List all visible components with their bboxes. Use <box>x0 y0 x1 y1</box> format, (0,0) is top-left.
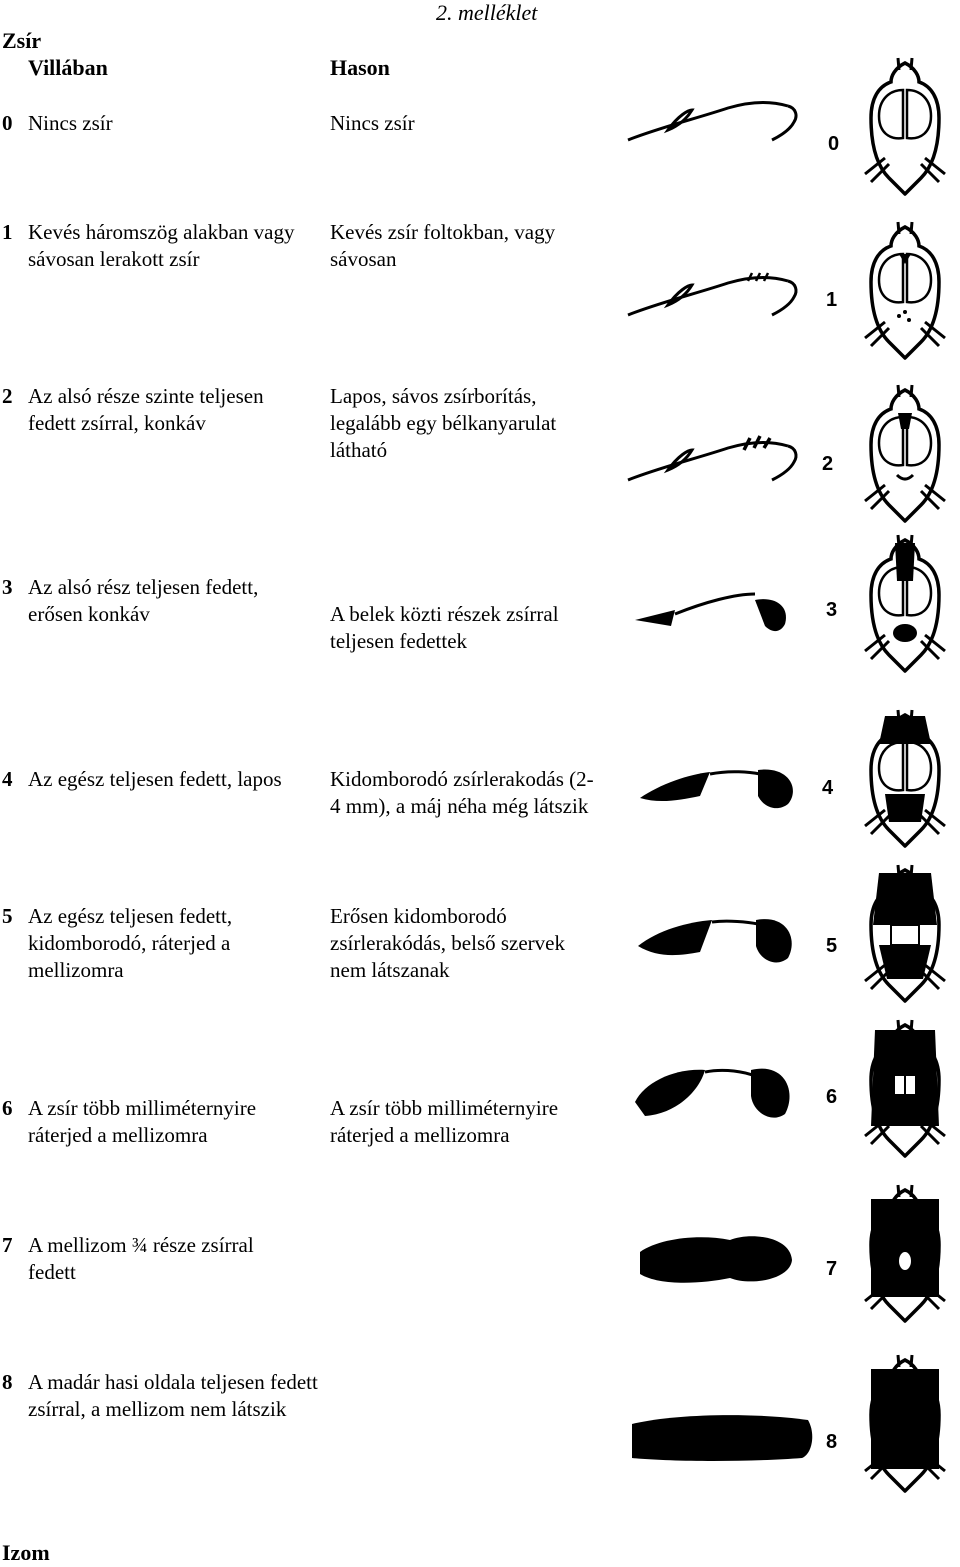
fat-score-figure-6 <box>865 1020 945 1156</box>
score-0: 0 <box>2 111 13 135</box>
furcula-desc-4: Az egész teljesen fedett, lapos <box>28 767 282 791</box>
furcula-desc-0: Nincs zsír <box>28 111 113 135</box>
furcula-desc-6: A zsír több milliméternyire ráterjed a mellizomra <box>28 1096 257 1147</box>
header-fat: Zsír <box>2 28 42 53</box>
fat-score-figure-1 <box>865 222 945 358</box>
figure-label-7: 7 <box>826 1258 838 1280</box>
figure-label-0: 0 <box>828 133 840 155</box>
annex-label: 2. melléklet <box>436 0 538 25</box>
fat-score-figure-8 <box>865 1355 945 1491</box>
score-1: 1 <box>2 220 13 244</box>
belly-desc-5: Erősen kidomborodó zsírlerakódás, belső szervek nem látszanak <box>330 904 565 982</box>
furcula-desc-2: Az alsó része szinte teljesen fedett zsírral, konkáv <box>28 384 264 435</box>
score-5: 5 <box>2 904 13 928</box>
figure-label-3: 3 <box>826 599 838 621</box>
score-8: 8 <box>2 1370 13 1394</box>
furcula-desc-1: Kevés háromszög alakban vagy sávosan lerakott zsír <box>28 220 295 271</box>
fat-score-figure-5 <box>865 865 945 1001</box>
score-6: 6 <box>2 1096 13 1120</box>
belly-desc-3: A belek közti részek zsírral teljesen fedettek <box>330 602 559 653</box>
fat-score-figure-7 <box>865 1185 945 1321</box>
side-profile-8 <box>632 1415 812 1461</box>
score-4: 4 <box>2 767 13 791</box>
fat-score-figure-3 <box>865 535 945 671</box>
score-2: 2 <box>2 384 13 408</box>
side-profile-4 <box>640 770 793 809</box>
belly-desc-6: A zsír több milliméternyire ráterjed a mellizomra <box>330 1096 559 1147</box>
side-profile-5 <box>638 919 792 962</box>
side-profile-3 <box>635 594 786 631</box>
figure-label-8: 8 <box>826 1431 838 1453</box>
belly-desc-0: Nincs zsír <box>330 111 415 135</box>
figure-label-4: 4 <box>822 777 834 799</box>
furcula-desc-3: Az alsó rész teljesen fedett, erősen konkáv <box>28 575 259 626</box>
furcula-desc-7: A mellizom ¾ része zsírral fedett <box>28 1233 254 1284</box>
fat-score-figure-2 <box>865 385 945 521</box>
side-profile-6 <box>635 1069 790 1118</box>
belly-desc-2: Lapos, sávos zsírborítás, legalább egy bélkanyarulat látható <box>330 384 557 462</box>
side-profile-0 <box>628 102 796 140</box>
header-belly: Hason <box>330 55 390 80</box>
side-profile-2 <box>628 436 796 480</box>
score-7: 7 <box>2 1233 13 1257</box>
furcula-desc-8: A madár hasi oldala teljesen fedett zsírral, a mellizom nem látszik <box>28 1370 318 1421</box>
belly-desc-1: Kevés zsír foltokban, vagy sávosan <box>330 220 556 271</box>
figure-label-5: 5 <box>826 935 838 957</box>
figure-label-1: 1 <box>826 289 838 311</box>
belly-desc-4: Kidomborodó zsírlerakodás (2-4 mm), a máj néha még látszik <box>330 767 594 818</box>
score-3: 3 <box>2 575 13 599</box>
figure-label-2: 2 <box>822 453 834 475</box>
figure-label-6: 6 <box>826 1086 838 1108</box>
header-furcula: Villában <box>28 55 108 80</box>
furcula-desc-5: Az egész teljesen fedett, kidomborodó, ráterjed a mellizomra <box>28 904 233 982</box>
fat-score-figure-0 <box>865 58 945 194</box>
side-profile-1 <box>628 273 796 315</box>
header-muscle: Izom <box>2 1540 50 1565</box>
fat-score-figure-4 <box>865 710 945 846</box>
side-profile-7 <box>640 1236 792 1283</box>
